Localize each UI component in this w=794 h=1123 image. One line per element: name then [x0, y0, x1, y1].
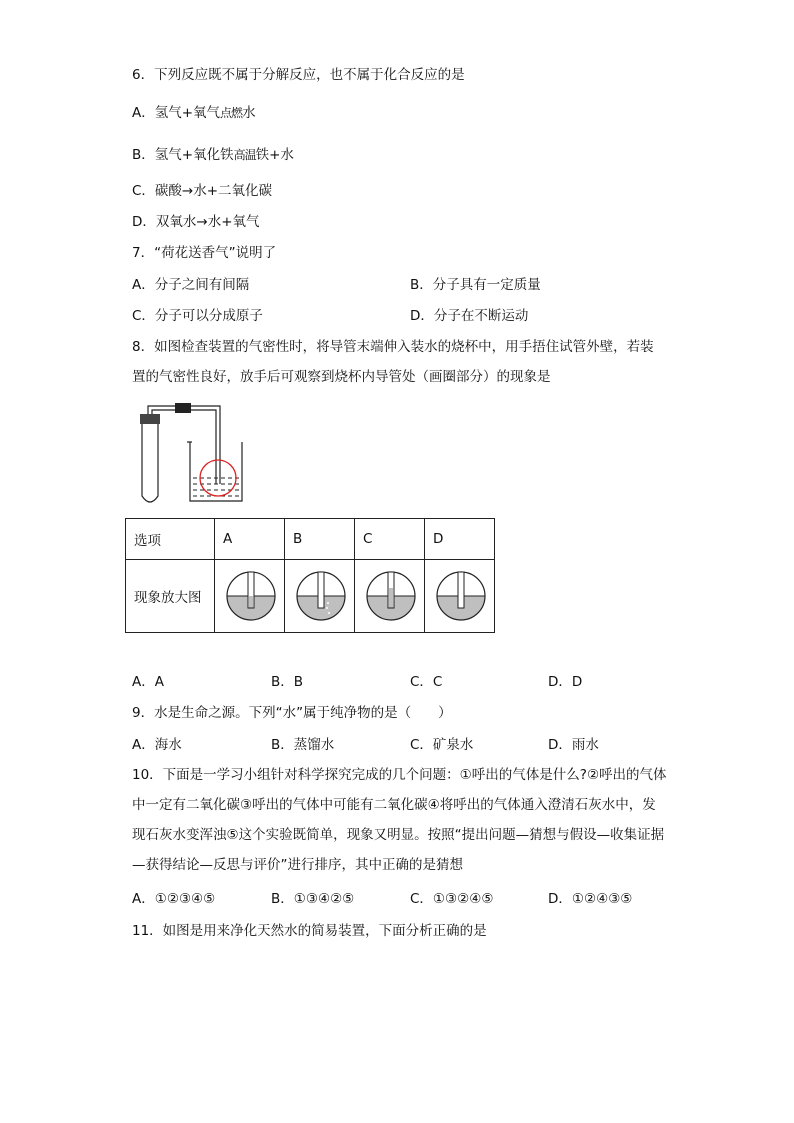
q10-stem: 10．下面是一学习小组针对科学探究完成的几个问题：①呼出的气体是什么?②呼出的气体中一定有二氧化碳③呼出的气体中可能有二氧化碳④将呼出的气体通入澄清石灰水中，发现石灰水变浑浊⑤这个实验既简单，现象又明显。按照“提出问题—猜想与假设—收集证据—获得结论—反思与评价”进行排序，其中正确的是猜想 — [132, 767, 667, 873]
q9-option-d: D．雨水 — [548, 737, 599, 753]
q8-option-a: A．A — [132, 674, 164, 690]
q6-option-a: A．氢气+氧气点燃水 — [132, 105, 256, 121]
q8-stem: 8．如图检查装置的气密性时，将导管末端伸入装水的烧杯中，用手捂住试管外壁，若装置的气密性良好，放手后可观察到烧杯内导管处（画圈部分）的现象是 — [132, 339, 654, 385]
zoom-cell-b — [285, 560, 355, 633]
reaction-condition: 高温 — [233, 148, 256, 162]
table-row-label: 现象放大图 — [126, 560, 215, 633]
zoom-view-b-image — [295, 570, 347, 622]
table-header-cell: C — [355, 519, 425, 560]
airtightness-apparatus-figure — [130, 396, 250, 508]
q8-option-d: D．D — [548, 674, 583, 690]
q9-option-a: A．海水 — [132, 737, 182, 753]
q6-option-d: D．双氧水→水+氧气 — [132, 214, 260, 230]
q8-option-b: B．B — [271, 674, 304, 690]
q8-result-table — [125, 518, 495, 633]
zoom-cell-d — [425, 560, 495, 633]
q6-option-c: C．碳酸→水+二氧化碳 — [132, 183, 273, 199]
q7-option-d: D．分子在不断运动 — [410, 308, 529, 324]
table-header-cell: D — [425, 519, 495, 560]
q7-option-c: C．分子可以分成原子 — [132, 308, 263, 324]
table-header-cell: A — [215, 519, 285, 560]
reaction-condition: 点燃 — [220, 106, 243, 120]
q10-option-b: B．①③④②⑤ — [271, 891, 355, 907]
table-header-cell: 选项 — [126, 519, 215, 560]
q6-stem: 6．下列反应既不属于分解反应，也不属于化合反应的是 — [132, 67, 465, 83]
zoom-cell-a — [215, 560, 285, 633]
zoom-view-a-image — [225, 570, 277, 622]
q10-option-d: D．①②④③⑤ — [548, 891, 633, 907]
q7-option-a: A．分子之间有间隔 — [132, 277, 250, 293]
q6-option-b: B．氢气+氧化铁高温铁+水 — [132, 147, 294, 163]
q10-option-c: C．①③②④⑤ — [410, 891, 494, 907]
q7-stem: 7．“荷花送香气”说明了 — [132, 245, 277, 261]
q8-option-c: C．C — [410, 674, 443, 690]
q9-option-c: C．矿泉水 — [410, 737, 474, 753]
q9-option-b: B．蒸馏水 — [271, 737, 335, 753]
zoom-cell-c — [355, 560, 425, 633]
zoom-view-c-image — [365, 570, 417, 622]
q11-stem: 11．如图是用来净化天然水的简易装置，下面分析正确的是 — [132, 923, 487, 939]
q9-stem: 9．水是生命之源。下列“水”属于纯净物的是（ ） — [132, 705, 452, 721]
q10-option-a: A．①②③④⑤ — [132, 891, 216, 907]
zoom-view-d-image — [435, 570, 487, 622]
q7-option-b: B．分子具有一定质量 — [410, 277, 541, 293]
table-header-cell: B — [285, 519, 355, 560]
